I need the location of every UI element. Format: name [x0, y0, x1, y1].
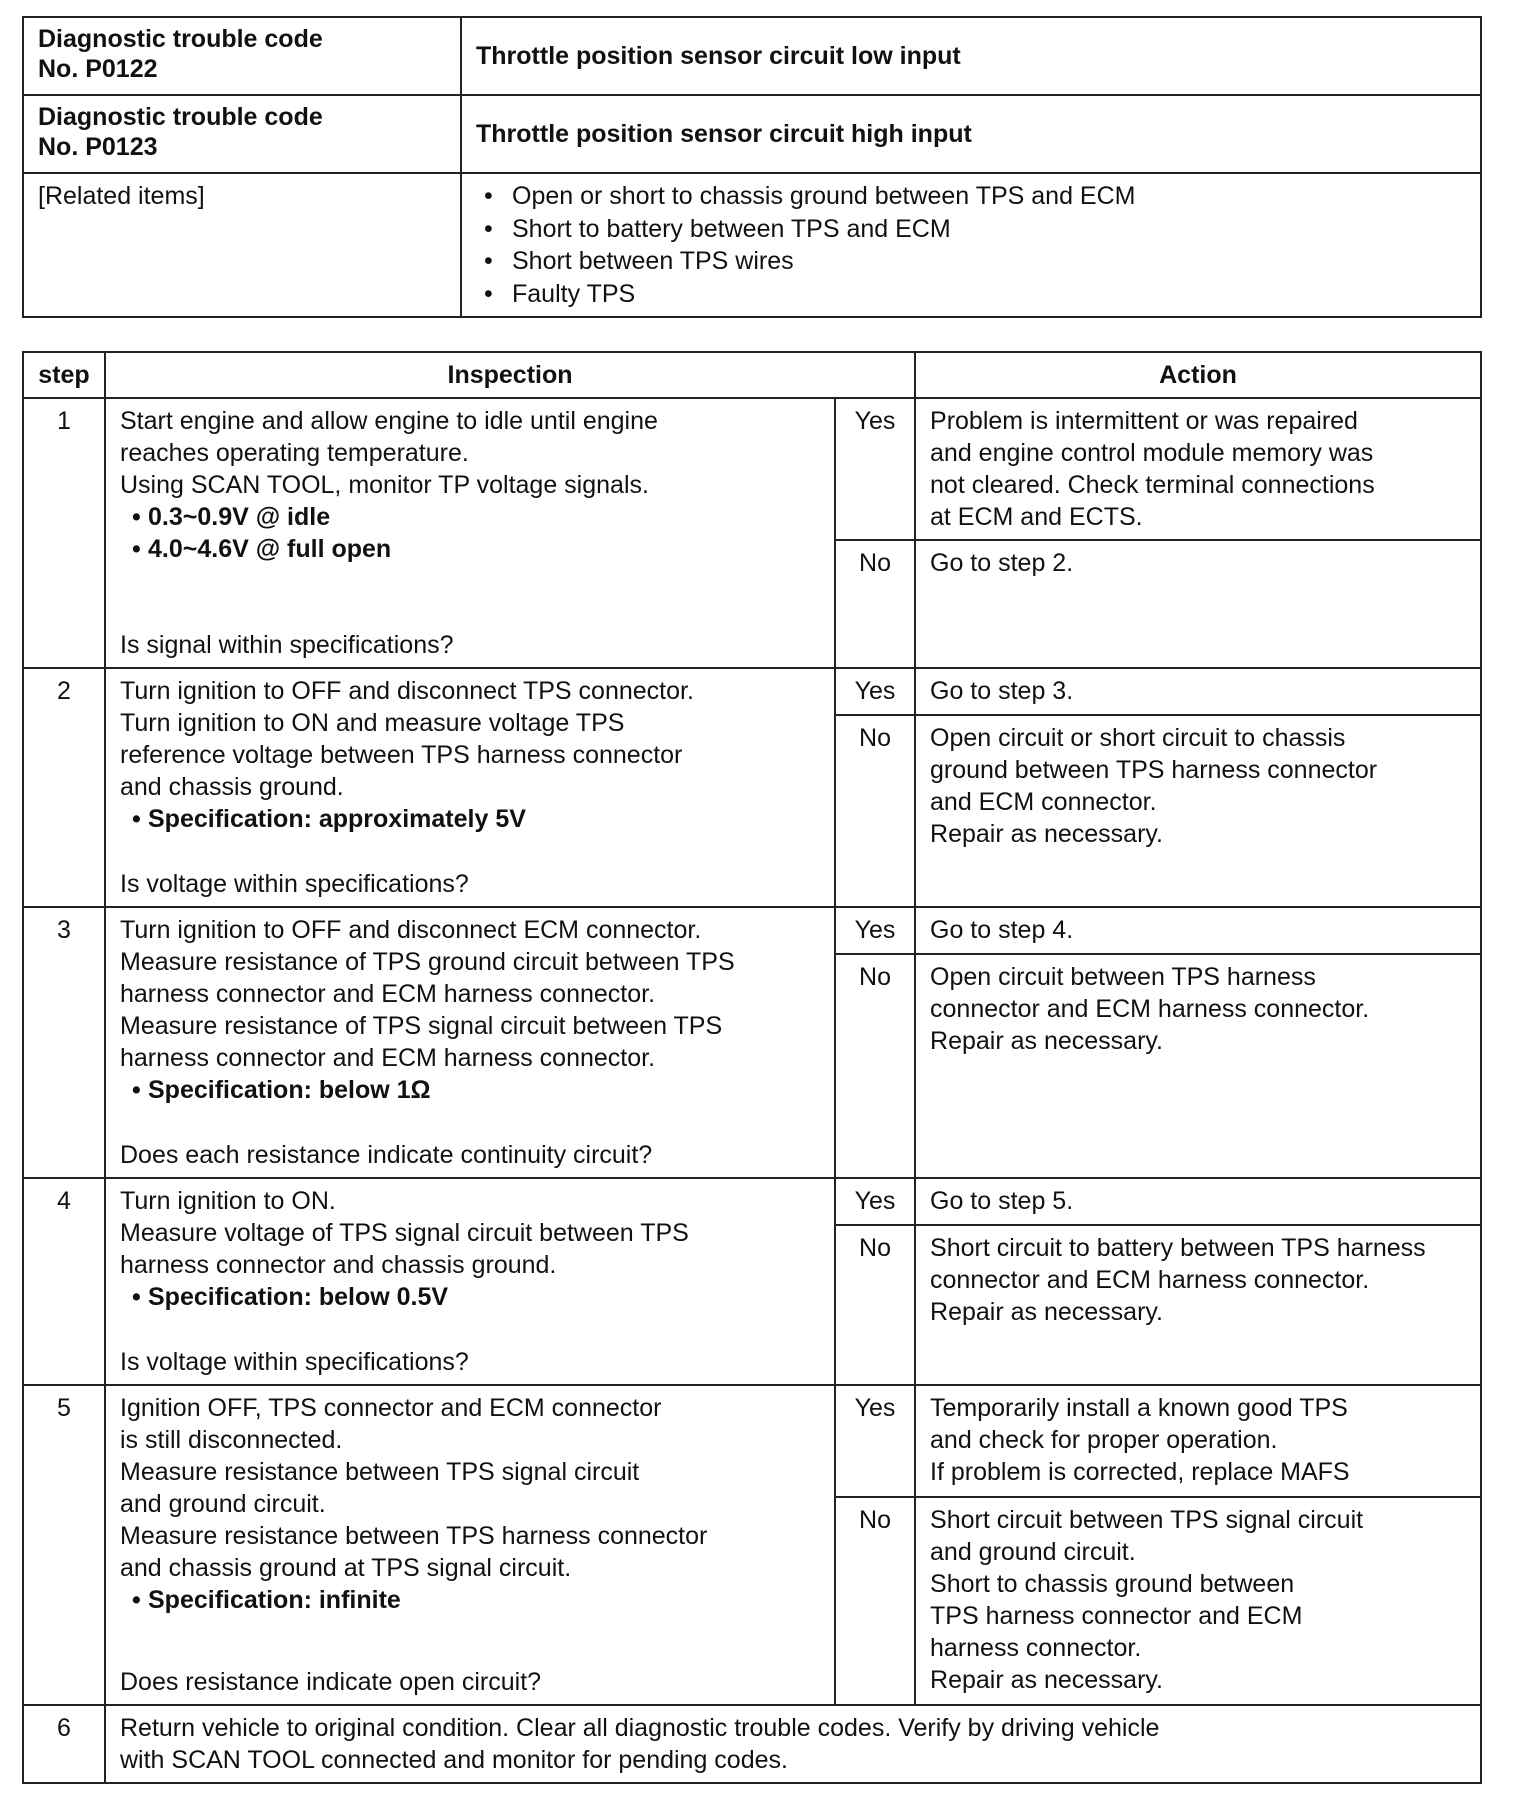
action-line: Short circuit to battery between TPS harness — [930, 1234, 1426, 1262]
specification: • 4.0~4.6V @ full open — [120, 533, 820, 565]
yes-action — [915, 398, 1481, 540]
step-row-final — [23, 1705, 1481, 1783]
specification: • Specification: infinite — [120, 1584, 820, 1616]
action-line: not cleared. Check terminal connections — [930, 471, 1375, 499]
related-items-cell — [461, 173, 1481, 317]
inspection-line: Measure resistance of TPS ground circuit between TPS — [120, 948, 735, 976]
inspection-question: Is voltage within specifications? — [120, 1348, 469, 1376]
procedure-table — [22, 351, 1482, 1784]
action-line: Repair as necessary. — [930, 820, 1163, 848]
step-row — [23, 907, 1481, 954]
inspection-line: Measure voltage of TPS signal circuit between TPS — [120, 1219, 689, 1247]
action-line: Problem is intermittent or was repaired — [930, 407, 1358, 435]
action-line: TPS harness connector and ECM — [930, 1602, 1303, 1630]
action-line: and ECM connector. — [930, 788, 1157, 816]
instruction-line: with SCAN TOOL connected and monitor for pending codes. — [120, 1746, 788, 1774]
inspection-line: reaches operating temperature. — [120, 439, 469, 467]
step-number: 6 — [23, 1705, 105, 1783]
step-inspection — [105, 1178, 835, 1385]
related-item: • Short to battery between TPS and ECM — [512, 213, 1466, 246]
inspection-line: Turn ignition to OFF and disconnect TPS connector. — [120, 677, 694, 705]
yes-action — [915, 1385, 1481, 1497]
step-number: 2 — [23, 668, 105, 907]
step-number: 1 — [23, 398, 105, 668]
dtc-p0123-description: Throttle position sensor circuit high input — [461, 95, 1481, 173]
action-line: Go to step 3. — [930, 677, 1074, 705]
related-items-list — [476, 180, 1466, 310]
action-line: Repair as necessary. — [930, 1298, 1163, 1326]
action-line: Temporarily install a known good TPS — [930, 1394, 1348, 1422]
action-line: connector and ECM harness connector. — [930, 1266, 1370, 1294]
inspection-line: and chassis ground at TPS signal circuit. — [120, 1554, 572, 1582]
action-line: Open circuit between TPS harness — [930, 963, 1316, 991]
yes-label: Yes — [835, 907, 915, 954]
specification: • 0.3~0.9V @ idle — [120, 501, 820, 533]
step-inspection — [105, 398, 835, 668]
action-line: connector and ECM harness connector. — [930, 995, 1370, 1023]
dtc-p0123-label — [23, 95, 461, 173]
action-line: and ground circuit. — [930, 1538, 1136, 1566]
no-action — [915, 715, 1481, 907]
no-label: No — [835, 954, 915, 1178]
inspection-line: Turn ignition to ON. — [120, 1187, 336, 1215]
yes-label: Yes — [835, 1178, 915, 1225]
action-line: Go to step 4. — [930, 916, 1074, 944]
action-line: Repair as necessary. — [930, 1666, 1163, 1694]
dtc-p0122-label — [23, 17, 461, 95]
yes-label: Yes — [835, 1385, 915, 1497]
inspection-line: Turn ignition to OFF and disconnect ECM connector. — [120, 916, 702, 944]
inspection-line: Measure resistance between TPS harness connector — [120, 1522, 708, 1550]
action-line: at ECM and ECTS. — [930, 503, 1143, 531]
inspection-line: reference voltage between TPS harness connector — [120, 741, 683, 769]
procedure-body — [23, 398, 1481, 1783]
inspection-line: and chassis ground. — [120, 773, 344, 801]
inspection-line: is still disconnected. — [120, 1426, 343, 1454]
action-line: ground between TPS harness connector — [930, 756, 1378, 784]
step-row — [23, 398, 1481, 540]
step-number: 3 — [23, 907, 105, 1178]
dtc-p0122-description: Throttle position sensor circuit low input — [461, 17, 1481, 95]
inspection-line: harness connector and chassis ground. — [120, 1251, 557, 1279]
step-inspection — [105, 907, 835, 1178]
no-action — [915, 1225, 1481, 1385]
inspection-line: harness connector and ECM harness connector. — [120, 980, 656, 1008]
action-line: harness connector. — [930, 1634, 1142, 1662]
no-label: No — [835, 540, 915, 668]
dtc-label-line: Diagnostic trouble code — [38, 25, 323, 53]
related-item: • Short between TPS wires — [512, 245, 1466, 278]
inspection-column-header: Inspection — [105, 352, 915, 398]
inspection-line: Measure resistance of TPS signal circuit between TPS — [120, 1012, 723, 1040]
inspection-question: Is voltage within specifications? — [120, 870, 469, 898]
step-number: 5 — [23, 1385, 105, 1705]
action-line: Open circuit or short circuit to chassis — [930, 724, 1346, 752]
action-line: Go to step 2. — [930, 549, 1074, 577]
step-inspection — [105, 1385, 835, 1705]
step-inspection — [105, 668, 835, 907]
yes-label: Yes — [835, 668, 915, 715]
yes-action — [915, 668, 1481, 715]
step-row — [23, 1178, 1481, 1225]
action-line: Repair as necessary. — [930, 1027, 1163, 1055]
action-line: and engine control module memory was — [930, 439, 1374, 467]
action-line: Short circuit between TPS signal circuit — [930, 1506, 1364, 1534]
no-action — [915, 954, 1481, 1178]
action-column-header: Action — [915, 352, 1481, 398]
inspection-line: Turn ignition to ON and measure voltage TPS — [120, 709, 625, 737]
dtc-header-table — [22, 16, 1482, 318]
step-column-header: step — [23, 352, 105, 398]
no-label: No — [835, 1225, 915, 1385]
no-label: No — [835, 1497, 915, 1705]
inspection-line: Start engine and allow engine to idle until engine — [120, 407, 658, 435]
action-line: If problem is corrected, replace MAFS — [930, 1458, 1350, 1486]
no-label: No — [835, 715, 915, 907]
dtc-number: No. P0123 — [38, 133, 158, 161]
inspection-line: Measure resistance between TPS signal circuit — [120, 1458, 640, 1486]
action-line: Go to step 5. — [930, 1187, 1074, 1215]
step-row — [23, 668, 1481, 715]
inspection-line: Ignition OFF, TPS connector and ECM connector — [120, 1394, 662, 1422]
related-items-label: [Related items] — [23, 173, 461, 317]
related-item: • Open or short to chassis ground between TPS and ECM — [512, 180, 1466, 213]
inspection-line: Using SCAN TOOL, monitor TP voltage signals. — [120, 471, 649, 499]
yes-action — [915, 907, 1481, 954]
yes-label: Yes — [835, 398, 915, 540]
inspection-question: Does resistance indicate open circuit? — [120, 1668, 542, 1696]
yes-action — [915, 1178, 1481, 1225]
related-item: • Faulty TPS — [512, 278, 1466, 311]
specification: • Specification: below 1Ω — [120, 1074, 820, 1106]
step-number: 4 — [23, 1178, 105, 1385]
action-line: Short to chassis ground between — [930, 1570, 1295, 1598]
specification: • Specification: below 0.5V — [120, 1281, 820, 1313]
action-line: and check for proper operation. — [930, 1426, 1278, 1454]
final-step-instructions — [105, 1705, 1481, 1783]
no-action — [915, 1497, 1481, 1705]
inspection-line: harness connector and ECM harness connector. — [120, 1044, 656, 1072]
dtc-label-line: Diagnostic trouble code — [38, 103, 323, 131]
dtc-number: No. P0122 — [38, 55, 158, 83]
no-action — [915, 540, 1481, 668]
inspection-question: Does each resistance indicate continuity circuit? — [120, 1141, 653, 1169]
specification: • Specification: approximately 5V — [120, 803, 820, 835]
instruction-line: Return vehicle to original condition. Clear all diagnostic trouble codes. Verify by driving vehicle — [120, 1714, 1160, 1742]
step-row — [23, 1385, 1481, 1497]
inspection-line: and ground circuit. — [120, 1490, 326, 1518]
inspection-question: Is signal within specifications? — [120, 631, 454, 659]
